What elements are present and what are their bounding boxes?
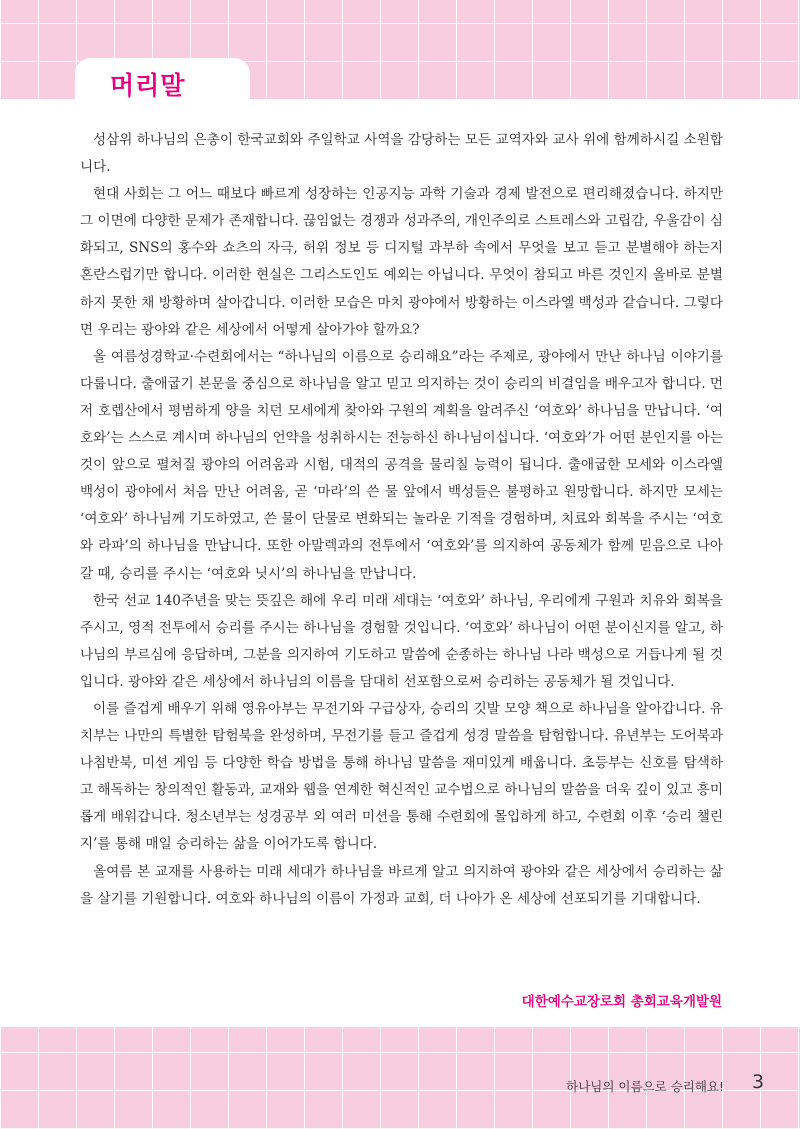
signature: 대한예수교장로회 총회교육개발원 bbox=[521, 994, 722, 1010]
paragraph-6: 올여름 본 교재를 사용하는 미래 세대가 하나님을 바르게 알고 의지하여 광야와 같은 세상에서 승리하는 삶을 살기를 기원합니다. 여호와 하나님의 이름이 가정과 교회, 더 나아가 온 세상에 선포되기를 기대합니다. bbox=[80, 863, 723, 907]
paragraph-5: 이를 즐겁게 배우기 위해 영유아부는 무전기와 구급상자, 승리의 깃발 모양 책으로 하나님을 알아갑니다. 유치부는 나만의 특별한 탐험북을 완성하며, 무전기를 들고 즐겁게 성경 말씀을 탐험합니다. 유년부는 도어북과 나침반북, 미션 게임 등 다양한 학습 방법을 통해 하나님 말씀을 재미있게 배웁니다. 초등부는 신호를 탐색하고 해독하는 창의적인 활동과, 교재와 웹을 연계한 혁신적인 교수법으로 하나님의 말씀을 더욱 깊이 있고 흥미롭게 배워갑니다. 청소년부는 성경공부 외 여러 미션을 통해 수련회에 몰입하게 하고, 수련회 이후 ‘승리 챌린지’를 통해 매일 승리하는 삶을 이어가도록 합니다. bbox=[80, 700, 723, 853]
paragraph-1: 성삼위 하나님의 은총이 한국교회와 주일학교 사역을 감당하는 모든 교역자와 교사 위에 함께하시길 소원합니다. bbox=[80, 132, 723, 176]
paragraph-2: 현대 사회는 그 어느 때보다 빠르게 성장하는 인공지능 과학 기술과 경제 발전으로 편리해졌습니다. 하지만 그 이면에 다양한 문제가 존재합니다. 끊임없는 경쟁과 성과주의, 개인주의로 스트레스와 고립감, 우울감이 심화되고, SNS의 홍수와 쇼츠의 자극, 허위 정보 등 디지털 과부하 속에서 무엇을 보고 듣고 분별해야 하는지 혼란스럽기만 합니다. 이러한 현실은 그리스도인도 예외는 아닙니다. 무엇이 참되고 바른 것인지 올바로 분별하지 못한 채 방황하며 살아갑니다. 이러한 모습은 마치 광야에서 방황하는 이스라엘 백성과 같습니다. 그렇다면 우리는 광야와 같은 세상에서 어떻게 살아가야 할까요? bbox=[80, 186, 723, 338]
body-text bbox=[80, 127, 723, 913]
page-number: 3 bbox=[752, 1071, 765, 1093]
paragraph-3: 올 여름성경학교·수련회에서는 “하나님의 이름으로 승리해요”라는 주제로, 광야에서 만난 하나님 이야기를 다룹니다. 출애굽기 본문을 중심으로 하나님을 알고 믿고 의지하는 것이 승리의 비결임을 배우고자 합니다. 먼저 호렙산에서 평범하게 양을 치던 모세에게 찾아와 구원의 계획을 알려주신 ‘여호와’ 하나님을 만납니다. ‘여호와’는 스스로 계시며 하나님의 언약을 성취하시는 전능하신 하나님이십니다. ‘여호와’가 어떤 분인지를 아는 것이 앞으로 펼쳐질 광야의 어려움과 시험, 대적의 공격을 물리칠 능력이 됩니다. 출애굽한 모세와 이스라엘 백성이 광야에서 처음 만난 어려움, 곧 ‘마라’의 쓴 물 앞에서 백성들은 불평하고 원망합니다. 하지만 모세는 ‘여호와’ 하나님께 기도하였고, 쓴 물이 단물로 변화되는 놀라운 기적을 경험하며, 치료와 회복을 주시는 ‘여호와 라파’의 하나님을 만납니다. 또한 아말렉과의 전투에서 ‘여호와’를 의지하여 공동체가 함께 믿음으로 나아갈 때, 승리를 주시는 ‘여호와 닛시’의 하나님을 만납니다. bbox=[80, 348, 723, 582]
footer-book-title: 하나님의 이름으로 승리해요! bbox=[566, 1079, 724, 1094]
paragraph-4: 한국 선교 140주년을 맞는 뜻깊은 해에 우리 미래 세대는 ‘여호와’ 하나님, 우리에게 구원과 치유와 회복을 주시고, 영적 전투에서 승리를 주시는 하나님을 경험할 것입니다. ‘여호와’ 하나님이 어떤 분이신지를 알고, 하나님의 부르심에 응답하며, 그분을 의지하여 기도하고 말씀에 순종하는 하나님 나라 백성으로 거듭나게 될 것입니다. 광야와 같은 세상에서 하나님의 이름을 담대히 선포함으로써 승리하는 공동체가 될 것입니다. bbox=[80, 592, 723, 690]
page-heading: 머리말 bbox=[110, 71, 186, 100]
